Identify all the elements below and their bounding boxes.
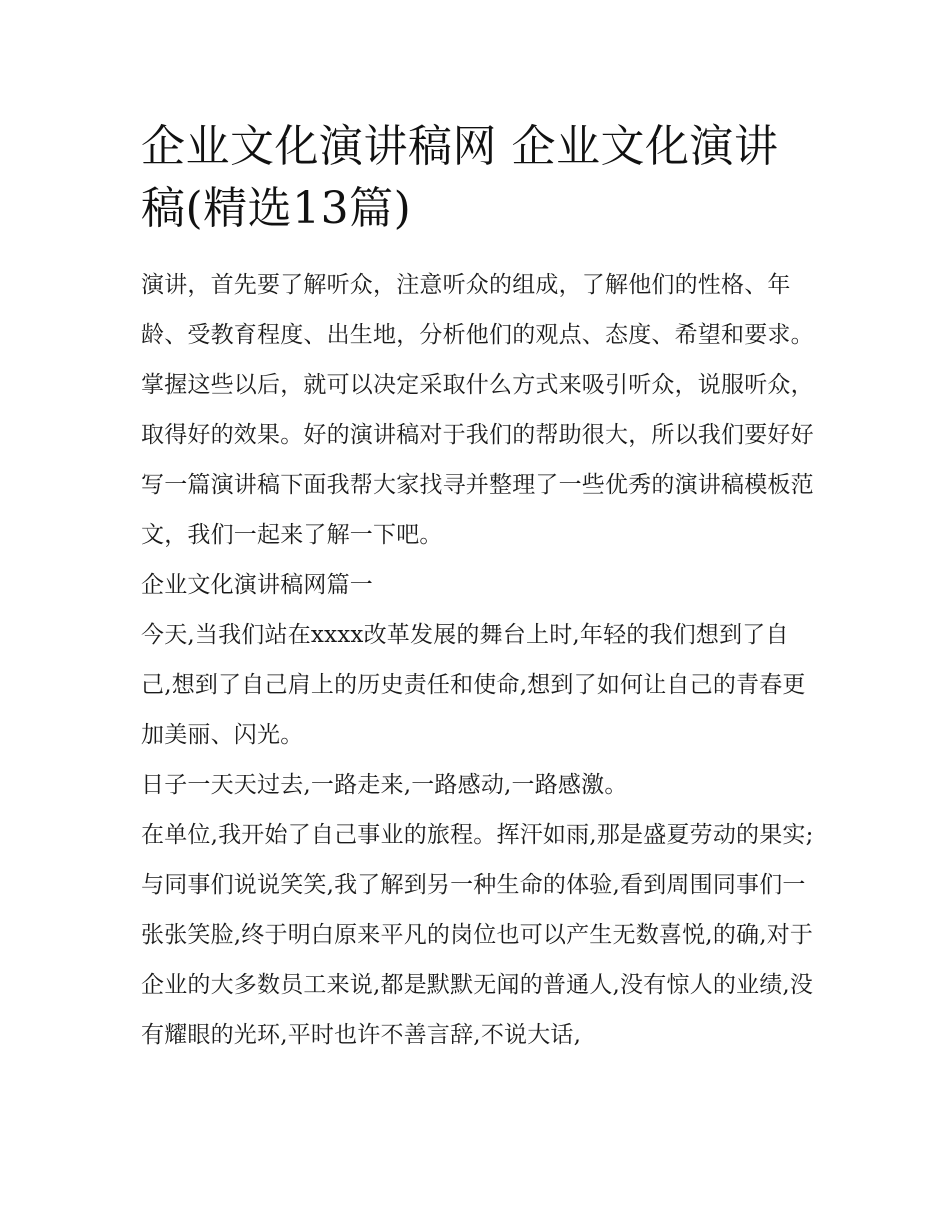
body-paragraph: 在单位,我开始了自己事业的旅程。挥汗如雨,那是盛夏劳动的果实;与同事们说说笑笑,我了解到另一种生命的体验,看到周围同事们一张张笑脸,终于明白原来平凡的岗位也可以产生无数喜悦,的确,对于企业的大多数员工来说,都是默默无闻的普通人,没有惊人的业绩,没有耀眼的光环,平时也许不善言辞,不说大话, xyxy=(141,822,814,1048)
body-paragraph: 今天,当我们站在xxxx改革发展的舞台上时,年轻的我们想到了自己,想到了自己肩上的历史责任和使命,想到了如何让自己的青春更加美丽、闪光。 xyxy=(141,622,806,748)
intro-paragraph: 演讲，首先要了解听众，注意听众的组成，了解他们的性格、年龄、受教育程度、出生地，分析他们的观点、态度、希望和要求。掌握这些以后，就可以决定采取什么方式来吸引听众，说服听众，取得好的效果。好的演讲稿对于我们的帮助很大，所以我们要好好写一篇演讲稿下面我帮大家找寻并整理了一些优秀的演讲稿模板范文，我们一起来了解一下吧。 xyxy=(141,272,814,548)
section-heading: 企业文化演讲稿网篇一 xyxy=(141,572,373,598)
body-paragraph: 日子一天天过去,一路走来,一路感动,一路感激。 xyxy=(141,772,628,798)
document-body xyxy=(141,260,815,1060)
document-title: 企业文化演讲稿网 企业文化演讲稿(精选13篇) xyxy=(141,121,779,234)
document-content xyxy=(141,116,815,1060)
